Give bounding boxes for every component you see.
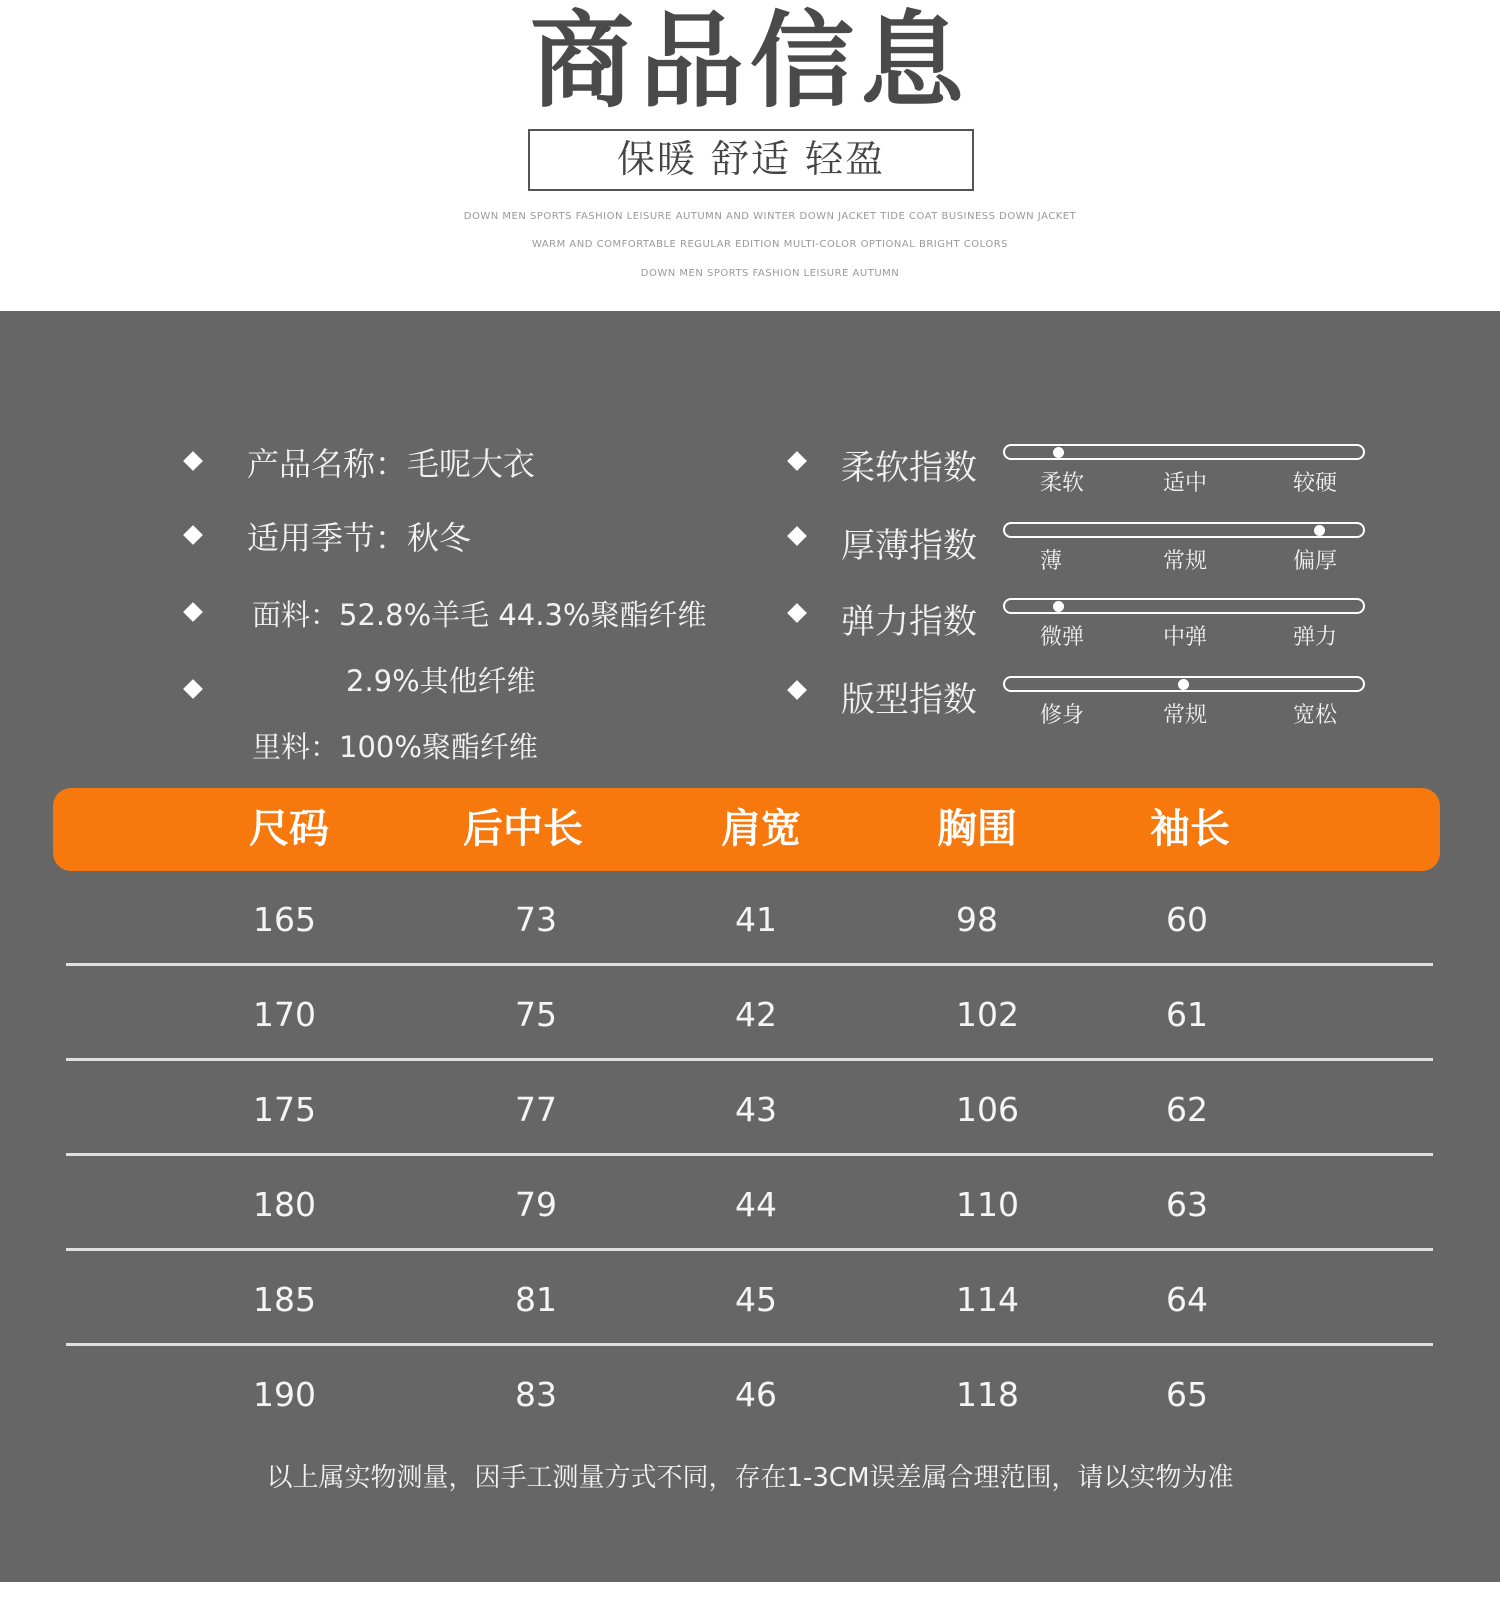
index-slider-knob — [1053, 601, 1064, 612]
index-label: 版型指数 — [841, 680, 977, 720]
cell-size: 175 — [253, 1090, 316, 1129]
cell-chest: 114 — [956, 1280, 1019, 1319]
cell-sleeve: 62 — [1166, 1090, 1208, 1129]
cell-sleeve: 61 — [1166, 995, 1208, 1034]
index-tick-label: 修身 — [1040, 703, 1085, 728]
subtitle-box — [528, 129, 974, 191]
size-table-header — [53, 788, 1440, 871]
index-slider-track — [1003, 444, 1365, 460]
header-size: 尺码 — [249, 806, 329, 852]
index-label: 弹力指数 — [841, 602, 977, 642]
page-title: 商品信息 — [529, 0, 970, 122]
cell-chest: 102 — [956, 995, 1019, 1034]
cell-shoulder: 45 — [735, 1280, 777, 1319]
cell-back-length: 81 — [515, 1280, 557, 1319]
index-tick-label: 弹力 — [1293, 625, 1338, 650]
cell-shoulder: 44 — [735, 1185, 777, 1224]
cell-back-length: 77 — [515, 1090, 557, 1129]
table-row — [0, 1362, 1500, 1457]
fabric: 面料：52.8%羊毛 44.3%聚酯纤维 — [252, 598, 707, 632]
row-divider — [66, 1058, 1433, 1061]
cell-shoulder: 42 — [735, 995, 777, 1034]
english-line-2: WARM AND COMFORTABLE REGULAR EDITION MULTI-COLOR OPTIONAL BRIGHT COLORS — [531, 239, 1009, 250]
index-tick-label: 常规 — [1163, 549, 1208, 574]
subtitle-text: 保暖 舒适 轻盈 — [616, 137, 886, 181]
season: 适用季节：秋冬 — [247, 519, 472, 557]
table-row — [0, 982, 1500, 1077]
header-shoulder: 肩宽 — [721, 806, 801, 852]
index-tick-label: 较硬 — [1293, 471, 1338, 496]
index-slider-knob — [1053, 447, 1064, 458]
index-slider-track — [1003, 676, 1365, 692]
index-tick-label: 常规 — [1163, 703, 1208, 728]
cell-chest: 118 — [956, 1375, 1019, 1414]
index-tick-label: 偏厚 — [1293, 549, 1338, 574]
index-tick-label: 薄 — [1040, 549, 1063, 574]
index-tick-label: 适中 — [1163, 471, 1208, 496]
table-row — [0, 1172, 1500, 1267]
table-row — [0, 887, 1500, 982]
cell-size: 165 — [253, 900, 316, 939]
cell-size: 185 — [253, 1280, 316, 1319]
header-chest: 胸围 — [937, 806, 1017, 852]
index-tick-label: 柔软 — [1040, 471, 1085, 496]
cell-back-length: 73 — [515, 900, 557, 939]
cell-back-length: 79 — [515, 1185, 557, 1224]
index-slider-track — [1003, 522, 1365, 538]
cell-chest: 110 — [956, 1185, 1019, 1224]
index-tick-label: 中弹 — [1163, 625, 1208, 650]
cell-back-length: 75 — [515, 995, 557, 1034]
cell-shoulder: 41 — [735, 900, 777, 939]
index-slider-knob — [1314, 525, 1325, 536]
fabric-continued: 2.9%其他纤维 — [346, 664, 536, 698]
header-sleeve: 袖长 — [1150, 806, 1230, 852]
lining: 里料：100%聚酯纤维 — [252, 730, 538, 764]
index-slider-knob — [1178, 679, 1189, 690]
cell-sleeve: 65 — [1166, 1375, 1208, 1414]
cell-chest: 98 — [956, 900, 998, 939]
cell-size: 190 — [253, 1375, 316, 1414]
cell-chest: 106 — [956, 1090, 1019, 1129]
cell-sleeve: 63 — [1166, 1185, 1208, 1224]
table-row — [0, 1267, 1500, 1362]
english-line-3: DOWN MEN SPORTS FASHION LEISURE AUTUMN — [640, 268, 900, 279]
header-back-length: 后中长 — [463, 806, 583, 852]
cell-back-length: 83 — [515, 1375, 557, 1414]
row-divider — [66, 963, 1433, 966]
row-divider — [66, 1153, 1433, 1156]
cell-sleeve: 64 — [1166, 1280, 1208, 1319]
index-tick-label: 微弹 — [1040, 625, 1085, 650]
cell-size: 180 — [253, 1185, 316, 1224]
row-divider — [66, 1248, 1433, 1251]
measurement-note: 以上属实物测量，因手工测量方式不同，存在1-3CM误差属合理范围，请以实物为准 — [266, 1463, 1234, 1493]
table-row — [0, 1077, 1500, 1172]
english-line-1: DOWN MEN SPORTS FASHION LEISURE AUTUMN AND WINTER DOWN JACKET TIDE COAT BUSINESS DOWN JACKET — [463, 211, 1077, 222]
row-divider — [66, 1343, 1433, 1346]
cell-size: 170 — [253, 995, 316, 1034]
cell-shoulder: 46 — [735, 1375, 777, 1414]
product-name: 产品名称：毛呢大衣 — [247, 445, 536, 483]
index-slider-track — [1003, 598, 1365, 614]
index-tick-label: 宽松 — [1293, 703, 1338, 728]
cell-sleeve: 60 — [1166, 900, 1208, 939]
index-label: 厚薄指数 — [841, 526, 977, 566]
index-label: 柔软指数 — [841, 448, 977, 488]
cell-shoulder: 43 — [735, 1090, 777, 1129]
